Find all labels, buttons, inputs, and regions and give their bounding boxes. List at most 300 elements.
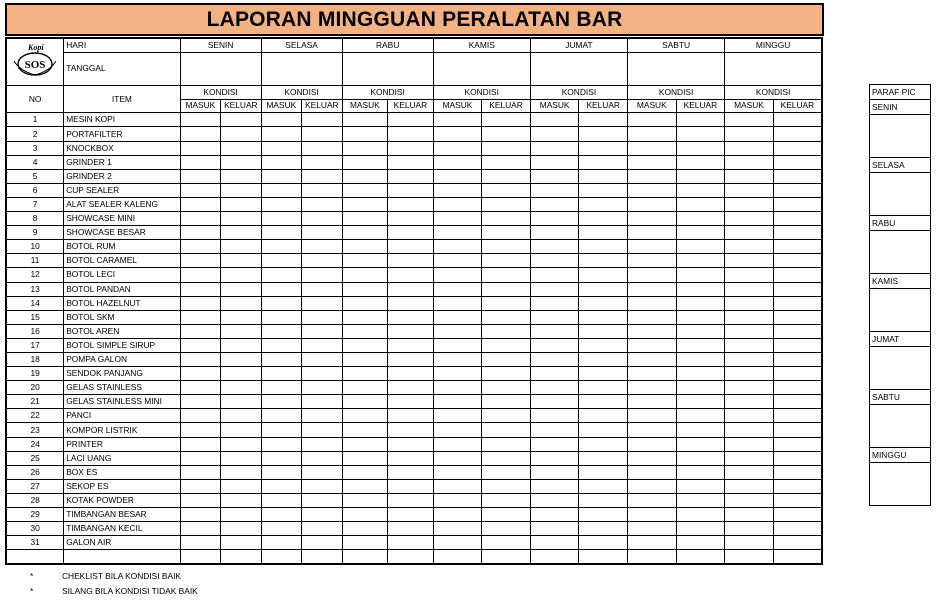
check-cell-keluar-selasa[interactable] <box>302 127 342 141</box>
empty-cell[interactable] <box>342 550 388 565</box>
check-cell-keluar-minggu[interactable] <box>773 296 822 310</box>
check-cell-masuk-minggu[interactable] <box>725 423 774 437</box>
check-cell-keluar-rabu[interactable] <box>388 324 434 338</box>
check-cell-masuk-sabtu[interactable] <box>628 409 677 423</box>
check-cell-keluar-jumat[interactable] <box>579 282 628 296</box>
check-cell-keluar-selasa[interactable] <box>302 338 342 352</box>
check-cell-keluar-jumat[interactable] <box>579 493 628 507</box>
pic-signature-selasa[interactable] <box>870 173 931 216</box>
check-cell-masuk-minggu[interactable] <box>725 338 774 352</box>
check-cell-keluar-jumat[interactable] <box>579 155 628 169</box>
check-cell-keluar-jumat[interactable] <box>579 113 628 127</box>
check-cell-keluar-rabu[interactable] <box>388 451 434 465</box>
check-cell-keluar-selasa[interactable] <box>302 254 342 268</box>
check-cell-keluar-rabu[interactable] <box>388 113 434 127</box>
check-cell-keluar-jumat[interactable] <box>579 226 628 240</box>
check-cell-keluar-senin[interactable] <box>221 127 262 141</box>
check-cell-masuk-jumat[interactable] <box>530 113 579 127</box>
check-cell-keluar-jumat[interactable] <box>579 536 628 550</box>
check-cell-masuk-selasa[interactable] <box>261 508 301 522</box>
check-cell-masuk-sabtu[interactable] <box>628 395 677 409</box>
empty-cell[interactable] <box>676 550 725 565</box>
check-cell-keluar-rabu[interactable] <box>388 536 434 550</box>
check-cell-keluar-rabu[interactable] <box>388 141 434 155</box>
check-cell-masuk-rabu[interactable] <box>342 437 388 451</box>
check-cell-keluar-minggu[interactable] <box>773 197 822 211</box>
check-cell-keluar-senin[interactable] <box>221 423 262 437</box>
check-cell-masuk-kamis[interactable] <box>433 254 482 268</box>
check-cell-masuk-sabtu[interactable] <box>628 282 677 296</box>
check-cell-keluar-senin[interactable] <box>221 493 262 507</box>
check-cell-masuk-sabtu[interactable] <box>628 479 677 493</box>
check-cell-masuk-rabu[interactable] <box>342 183 388 197</box>
check-cell-keluar-jumat[interactable] <box>579 367 628 381</box>
check-cell-masuk-minggu[interactable] <box>725 155 774 169</box>
check-cell-masuk-jumat[interactable] <box>530 338 579 352</box>
check-cell-keluar-jumat[interactable] <box>579 197 628 211</box>
check-cell-masuk-sabtu[interactable] <box>628 268 677 282</box>
check-cell-masuk-sabtu[interactable] <box>628 141 677 155</box>
check-cell-keluar-kamis[interactable] <box>482 226 531 240</box>
check-cell-keluar-senin[interactable] <box>221 254 262 268</box>
check-cell-masuk-senin[interactable] <box>180 367 220 381</box>
check-cell-masuk-jumat[interactable] <box>530 395 579 409</box>
check-cell-keluar-jumat[interactable] <box>579 324 628 338</box>
check-cell-masuk-kamis[interactable] <box>433 324 482 338</box>
check-cell-keluar-kamis[interactable] <box>482 338 531 352</box>
check-cell-masuk-kamis[interactable] <box>433 155 482 169</box>
check-cell-masuk-kamis[interactable] <box>433 381 482 395</box>
check-cell-keluar-sabtu[interactable] <box>676 465 725 479</box>
check-cell-masuk-jumat[interactable] <box>530 493 579 507</box>
check-cell-masuk-selasa[interactable] <box>261 338 301 352</box>
check-cell-keluar-kamis[interactable] <box>482 479 531 493</box>
check-cell-keluar-selasa[interactable] <box>302 451 342 465</box>
check-cell-masuk-senin[interactable] <box>180 395 220 409</box>
check-cell-keluar-selasa[interactable] <box>302 508 342 522</box>
check-cell-keluar-rabu[interactable] <box>388 254 434 268</box>
check-cell-masuk-sabtu[interactable] <box>628 254 677 268</box>
check-cell-keluar-sabtu[interactable] <box>676 310 725 324</box>
check-cell-keluar-rabu[interactable] <box>388 522 434 536</box>
check-cell-masuk-rabu[interactable] <box>342 338 388 352</box>
check-cell-masuk-rabu[interactable] <box>342 508 388 522</box>
check-cell-masuk-senin[interactable] <box>180 352 220 366</box>
check-cell-masuk-selasa[interactable] <box>261 437 301 451</box>
check-cell-keluar-selasa[interactable] <box>302 423 342 437</box>
check-cell-masuk-jumat[interactable] <box>530 155 579 169</box>
check-cell-keluar-selasa[interactable] <box>302 381 342 395</box>
check-cell-masuk-kamis[interactable] <box>433 522 482 536</box>
check-cell-masuk-kamis[interactable] <box>433 338 482 352</box>
check-cell-keluar-minggu[interactable] <box>773 155 822 169</box>
check-cell-keluar-minggu[interactable] <box>773 113 822 127</box>
check-cell-masuk-senin[interactable] <box>180 437 220 451</box>
check-cell-masuk-jumat[interactable] <box>530 381 579 395</box>
check-cell-keluar-jumat[interactable] <box>579 479 628 493</box>
check-cell-masuk-selasa[interactable] <box>261 451 301 465</box>
empty-cell[interactable] <box>388 550 434 565</box>
check-cell-masuk-rabu[interactable] <box>342 409 388 423</box>
check-cell-masuk-kamis[interactable] <box>433 395 482 409</box>
check-cell-keluar-senin[interactable] <box>221 367 262 381</box>
check-cell-keluar-minggu[interactable] <box>773 127 822 141</box>
date-cell-selasa[interactable] <box>261 52 342 85</box>
check-cell-masuk-kamis[interactable] <box>433 451 482 465</box>
check-cell-keluar-kamis[interactable] <box>482 155 531 169</box>
check-cell-masuk-rabu[interactable] <box>342 479 388 493</box>
check-cell-masuk-kamis[interactable] <box>433 197 482 211</box>
check-cell-masuk-selasa[interactable] <box>261 254 301 268</box>
check-cell-keluar-sabtu[interactable] <box>676 395 725 409</box>
check-cell-masuk-kamis[interactable] <box>433 479 482 493</box>
check-cell-keluar-jumat[interactable] <box>579 381 628 395</box>
check-cell-masuk-selasa[interactable] <box>261 324 301 338</box>
check-cell-keluar-minggu[interactable] <box>773 381 822 395</box>
check-cell-keluar-rabu[interactable] <box>388 352 434 366</box>
check-cell-keluar-sabtu[interactable] <box>676 183 725 197</box>
check-cell-masuk-kamis[interactable] <box>433 169 482 183</box>
check-cell-masuk-minggu[interactable] <box>725 268 774 282</box>
check-cell-masuk-senin[interactable] <box>180 493 220 507</box>
check-cell-masuk-minggu[interactable] <box>725 282 774 296</box>
check-cell-keluar-sabtu[interactable] <box>676 268 725 282</box>
check-cell-keluar-minggu[interactable] <box>773 493 822 507</box>
check-cell-keluar-senin[interactable] <box>221 451 262 465</box>
check-cell-keluar-rabu[interactable] <box>388 310 434 324</box>
check-cell-masuk-kamis[interactable] <box>433 183 482 197</box>
check-cell-keluar-sabtu[interactable] <box>676 282 725 296</box>
check-cell-keluar-minggu[interactable] <box>773 395 822 409</box>
check-cell-keluar-selasa[interactable] <box>302 493 342 507</box>
check-cell-keluar-kamis[interactable] <box>482 423 531 437</box>
check-cell-masuk-sabtu[interactable] <box>628 367 677 381</box>
check-cell-keluar-sabtu[interactable] <box>676 522 725 536</box>
check-cell-keluar-jumat[interactable] <box>579 522 628 536</box>
empty-cell[interactable] <box>180 550 220 565</box>
check-cell-masuk-senin[interactable] <box>180 324 220 338</box>
check-cell-keluar-kamis[interactable] <box>482 254 531 268</box>
check-cell-keluar-jumat[interactable] <box>579 127 628 141</box>
check-cell-keluar-jumat[interactable] <box>579 240 628 254</box>
check-cell-masuk-selasa[interactable] <box>261 113 301 127</box>
check-cell-keluar-jumat[interactable] <box>579 437 628 451</box>
check-cell-keluar-minggu[interactable] <box>773 536 822 550</box>
check-cell-masuk-minggu[interactable] <box>725 451 774 465</box>
check-cell-keluar-selasa[interactable] <box>302 367 342 381</box>
check-cell-masuk-sabtu[interactable] <box>628 522 677 536</box>
date-cell-jumat[interactable] <box>530 52 627 85</box>
check-cell-keluar-kamis[interactable] <box>482 212 531 226</box>
check-cell-masuk-kamis[interactable] <box>433 296 482 310</box>
check-cell-masuk-selasa[interactable] <box>261 197 301 211</box>
check-cell-masuk-sabtu[interactable] <box>628 155 677 169</box>
check-cell-keluar-sabtu[interactable] <box>676 226 725 240</box>
check-cell-masuk-jumat[interactable] <box>530 254 579 268</box>
check-cell-keluar-minggu[interactable] <box>773 479 822 493</box>
check-cell-masuk-rabu[interactable] <box>342 395 388 409</box>
check-cell-masuk-kamis[interactable] <box>433 268 482 282</box>
check-cell-keluar-senin[interactable] <box>221 479 262 493</box>
check-cell-masuk-minggu[interactable] <box>725 367 774 381</box>
check-cell-masuk-senin[interactable] <box>180 183 220 197</box>
check-cell-keluar-selasa[interactable] <box>302 197 342 211</box>
check-cell-masuk-senin[interactable] <box>180 409 220 423</box>
check-cell-masuk-selasa[interactable] <box>261 465 301 479</box>
check-cell-keluar-jumat[interactable] <box>579 254 628 268</box>
pic-signature-jumat[interactable] <box>870 347 931 390</box>
check-cell-keluar-rabu[interactable] <box>388 493 434 507</box>
check-cell-masuk-jumat[interactable] <box>530 169 579 183</box>
check-cell-keluar-jumat[interactable] <box>579 183 628 197</box>
check-cell-masuk-sabtu[interactable] <box>628 169 677 183</box>
check-cell-keluar-kamis[interactable] <box>482 465 531 479</box>
check-cell-masuk-senin[interactable] <box>180 113 220 127</box>
check-cell-masuk-senin[interactable] <box>180 212 220 226</box>
check-cell-masuk-sabtu[interactable] <box>628 465 677 479</box>
empty-cell[interactable] <box>628 550 677 565</box>
check-cell-masuk-jumat[interactable] <box>530 451 579 465</box>
check-cell-keluar-rabu[interactable] <box>388 282 434 296</box>
check-cell-masuk-kamis[interactable] <box>433 226 482 240</box>
pic-signature-sabtu[interactable] <box>870 405 931 448</box>
check-cell-keluar-rabu[interactable] <box>388 465 434 479</box>
check-cell-masuk-kamis[interactable] <box>433 113 482 127</box>
check-cell-masuk-selasa[interactable] <box>261 183 301 197</box>
check-cell-masuk-jumat[interactable] <box>530 423 579 437</box>
check-cell-masuk-jumat[interactable] <box>530 282 579 296</box>
check-cell-keluar-kamis[interactable] <box>482 127 531 141</box>
check-cell-masuk-minggu[interactable] <box>725 508 774 522</box>
check-cell-keluar-minggu[interactable] <box>773 169 822 183</box>
check-cell-masuk-sabtu[interactable] <box>628 381 677 395</box>
check-cell-masuk-rabu[interactable] <box>342 451 388 465</box>
check-cell-masuk-rabu[interactable] <box>342 127 388 141</box>
check-cell-masuk-jumat[interactable] <box>530 508 579 522</box>
check-cell-masuk-selasa[interactable] <box>261 367 301 381</box>
check-cell-masuk-sabtu[interactable] <box>628 338 677 352</box>
check-cell-masuk-rabu[interactable] <box>342 465 388 479</box>
check-cell-masuk-jumat[interactable] <box>530 409 579 423</box>
check-cell-masuk-senin[interactable] <box>180 282 220 296</box>
check-cell-masuk-selasa[interactable] <box>261 268 301 282</box>
check-cell-masuk-sabtu[interactable] <box>628 493 677 507</box>
check-cell-masuk-jumat[interactable] <box>530 296 579 310</box>
check-cell-keluar-sabtu[interactable] <box>676 493 725 507</box>
check-cell-masuk-jumat[interactable] <box>530 212 579 226</box>
check-cell-keluar-selasa[interactable] <box>302 268 342 282</box>
check-cell-keluar-senin[interactable] <box>221 141 262 155</box>
check-cell-keluar-minggu[interactable] <box>773 240 822 254</box>
check-cell-keluar-senin[interactable] <box>221 169 262 183</box>
check-cell-keluar-selasa[interactable] <box>302 282 342 296</box>
check-cell-keluar-senin[interactable] <box>221 197 262 211</box>
check-cell-masuk-senin[interactable] <box>180 141 220 155</box>
check-cell-keluar-kamis[interactable] <box>482 437 531 451</box>
check-cell-masuk-jumat[interactable] <box>530 437 579 451</box>
check-cell-keluar-selasa[interactable] <box>302 409 342 423</box>
check-cell-masuk-selasa[interactable] <box>261 423 301 437</box>
check-cell-masuk-senin[interactable] <box>180 296 220 310</box>
check-cell-masuk-rabu[interactable] <box>342 268 388 282</box>
check-cell-masuk-sabtu[interactable] <box>628 113 677 127</box>
check-cell-masuk-selasa[interactable] <box>261 352 301 366</box>
check-cell-masuk-sabtu[interactable] <box>628 183 677 197</box>
check-cell-keluar-kamis[interactable] <box>482 536 531 550</box>
check-cell-keluar-minggu[interactable] <box>773 423 822 437</box>
check-cell-keluar-rabu[interactable] <box>388 423 434 437</box>
check-cell-keluar-senin[interactable] <box>221 296 262 310</box>
check-cell-keluar-jumat[interactable] <box>579 338 628 352</box>
check-cell-masuk-selasa[interactable] <box>261 409 301 423</box>
empty-cell[interactable] <box>302 550 342 565</box>
pic-signature-senin[interactable] <box>870 115 931 158</box>
check-cell-keluar-kamis[interactable] <box>482 324 531 338</box>
check-cell-masuk-rabu[interactable] <box>342 141 388 155</box>
check-cell-keluar-sabtu[interactable] <box>676 536 725 550</box>
check-cell-keluar-sabtu[interactable] <box>676 409 725 423</box>
check-cell-keluar-senin[interactable] <box>221 324 262 338</box>
check-cell-keluar-kamis[interactable] <box>482 282 531 296</box>
check-cell-masuk-kamis[interactable] <box>433 212 482 226</box>
check-cell-keluar-jumat[interactable] <box>579 508 628 522</box>
check-cell-masuk-jumat[interactable] <box>530 536 579 550</box>
check-cell-keluar-minggu[interactable] <box>773 465 822 479</box>
check-cell-keluar-senin[interactable] <box>221 282 262 296</box>
date-cell-minggu[interactable] <box>725 52 822 85</box>
check-cell-keluar-kamis[interactable] <box>482 493 531 507</box>
check-cell-keluar-selasa[interactable] <box>302 169 342 183</box>
check-cell-keluar-minggu[interactable] <box>773 183 822 197</box>
check-cell-keluar-kamis[interactable] <box>482 169 531 183</box>
check-cell-masuk-sabtu[interactable] <box>628 197 677 211</box>
check-cell-masuk-minggu[interactable] <box>725 536 774 550</box>
check-cell-keluar-kamis[interactable] <box>482 296 531 310</box>
check-cell-masuk-sabtu[interactable] <box>628 226 677 240</box>
check-cell-masuk-selasa[interactable] <box>261 536 301 550</box>
check-cell-keluar-senin[interactable] <box>221 508 262 522</box>
check-cell-masuk-minggu[interactable] <box>725 479 774 493</box>
check-cell-masuk-minggu[interactable] <box>725 310 774 324</box>
check-cell-keluar-jumat[interactable] <box>579 465 628 479</box>
check-cell-keluar-sabtu[interactable] <box>676 155 725 169</box>
check-cell-keluar-sabtu[interactable] <box>676 479 725 493</box>
check-cell-keluar-senin[interactable] <box>221 240 262 254</box>
check-cell-masuk-jumat[interactable] <box>530 352 579 366</box>
check-cell-keluar-rabu[interactable] <box>388 381 434 395</box>
check-cell-keluar-selasa[interactable] <box>302 324 342 338</box>
check-cell-masuk-jumat[interactable] <box>530 240 579 254</box>
check-cell-masuk-minggu[interactable] <box>725 127 774 141</box>
check-cell-keluar-senin[interactable] <box>221 310 262 324</box>
check-cell-keluar-selasa[interactable] <box>302 395 342 409</box>
check-cell-keluar-minggu[interactable] <box>773 212 822 226</box>
check-cell-masuk-jumat[interactable] <box>530 183 579 197</box>
check-cell-masuk-senin[interactable] <box>180 169 220 183</box>
check-cell-masuk-jumat[interactable] <box>530 522 579 536</box>
check-cell-masuk-jumat[interactable] <box>530 310 579 324</box>
check-cell-keluar-rabu[interactable] <box>388 296 434 310</box>
check-cell-keluar-rabu[interactable] <box>388 197 434 211</box>
check-cell-keluar-jumat[interactable] <box>579 296 628 310</box>
check-cell-keluar-sabtu[interactable] <box>676 212 725 226</box>
check-cell-keluar-kamis[interactable] <box>482 367 531 381</box>
check-cell-keluar-sabtu[interactable] <box>676 324 725 338</box>
check-cell-keluar-senin[interactable] <box>221 338 262 352</box>
check-cell-keluar-senin[interactable] <box>221 352 262 366</box>
check-cell-keluar-selasa[interactable] <box>302 226 342 240</box>
check-cell-keluar-sabtu[interactable] <box>676 141 725 155</box>
check-cell-keluar-sabtu[interactable] <box>676 240 725 254</box>
check-cell-masuk-rabu[interactable] <box>342 212 388 226</box>
check-cell-keluar-jumat[interactable] <box>579 169 628 183</box>
check-cell-masuk-rabu[interactable] <box>342 282 388 296</box>
check-cell-masuk-kamis[interactable] <box>433 310 482 324</box>
check-cell-keluar-kamis[interactable] <box>482 113 531 127</box>
check-cell-keluar-sabtu[interactable] <box>676 367 725 381</box>
check-cell-keluar-minggu[interactable] <box>773 310 822 324</box>
empty-cell[interactable] <box>773 550 822 565</box>
check-cell-keluar-selasa[interactable] <box>302 113 342 127</box>
check-cell-keluar-minggu[interactable] <box>773 451 822 465</box>
check-cell-keluar-selasa[interactable] <box>302 183 342 197</box>
check-cell-keluar-rabu[interactable] <box>388 226 434 240</box>
check-cell-keluar-minggu[interactable] <box>773 324 822 338</box>
check-cell-keluar-selasa[interactable] <box>302 212 342 226</box>
check-cell-masuk-minggu[interactable] <box>725 437 774 451</box>
empty-cell[interactable] <box>433 550 482 565</box>
check-cell-masuk-rabu[interactable] <box>342 155 388 169</box>
check-cell-keluar-senin[interactable] <box>221 113 262 127</box>
check-cell-keluar-sabtu[interactable] <box>676 352 725 366</box>
check-cell-masuk-jumat[interactable] <box>530 226 579 240</box>
check-cell-keluar-selasa[interactable] <box>302 479 342 493</box>
check-cell-masuk-senin[interactable] <box>180 536 220 550</box>
check-cell-masuk-rabu[interactable] <box>342 352 388 366</box>
check-cell-keluar-minggu[interactable] <box>773 508 822 522</box>
check-cell-masuk-senin[interactable] <box>180 197 220 211</box>
check-cell-masuk-minggu[interactable] <box>725 212 774 226</box>
check-cell-masuk-sabtu[interactable] <box>628 352 677 366</box>
check-cell-keluar-kamis[interactable] <box>482 141 531 155</box>
check-cell-keluar-kamis[interactable] <box>482 508 531 522</box>
check-cell-keluar-selasa[interactable] <box>302 522 342 536</box>
check-cell-masuk-selasa[interactable] <box>261 310 301 324</box>
check-cell-masuk-kamis[interactable] <box>433 493 482 507</box>
check-cell-masuk-minggu[interactable] <box>725 352 774 366</box>
empty-cell[interactable] <box>261 550 301 565</box>
check-cell-masuk-sabtu[interactable] <box>628 437 677 451</box>
check-cell-keluar-sabtu[interactable] <box>676 254 725 268</box>
check-cell-masuk-kamis[interactable] <box>433 127 482 141</box>
check-cell-keluar-kamis[interactable] <box>482 268 531 282</box>
check-cell-masuk-senin[interactable] <box>180 338 220 352</box>
check-cell-masuk-jumat[interactable] <box>530 268 579 282</box>
check-cell-keluar-selasa[interactable] <box>302 296 342 310</box>
check-cell-masuk-kamis[interactable] <box>433 437 482 451</box>
check-cell-masuk-minggu[interactable] <box>725 409 774 423</box>
check-cell-keluar-sabtu[interactable] <box>676 508 725 522</box>
check-cell-masuk-rabu[interactable] <box>342 197 388 211</box>
check-cell-keluar-kamis[interactable] <box>482 240 531 254</box>
check-cell-masuk-senin[interactable] <box>180 522 220 536</box>
check-cell-masuk-minggu[interactable] <box>725 113 774 127</box>
check-cell-keluar-senin[interactable] <box>221 212 262 226</box>
check-cell-masuk-selasa[interactable] <box>261 169 301 183</box>
check-cell-keluar-senin[interactable] <box>221 268 262 282</box>
check-cell-keluar-selasa[interactable] <box>302 155 342 169</box>
check-cell-keluar-rabu[interactable] <box>388 155 434 169</box>
